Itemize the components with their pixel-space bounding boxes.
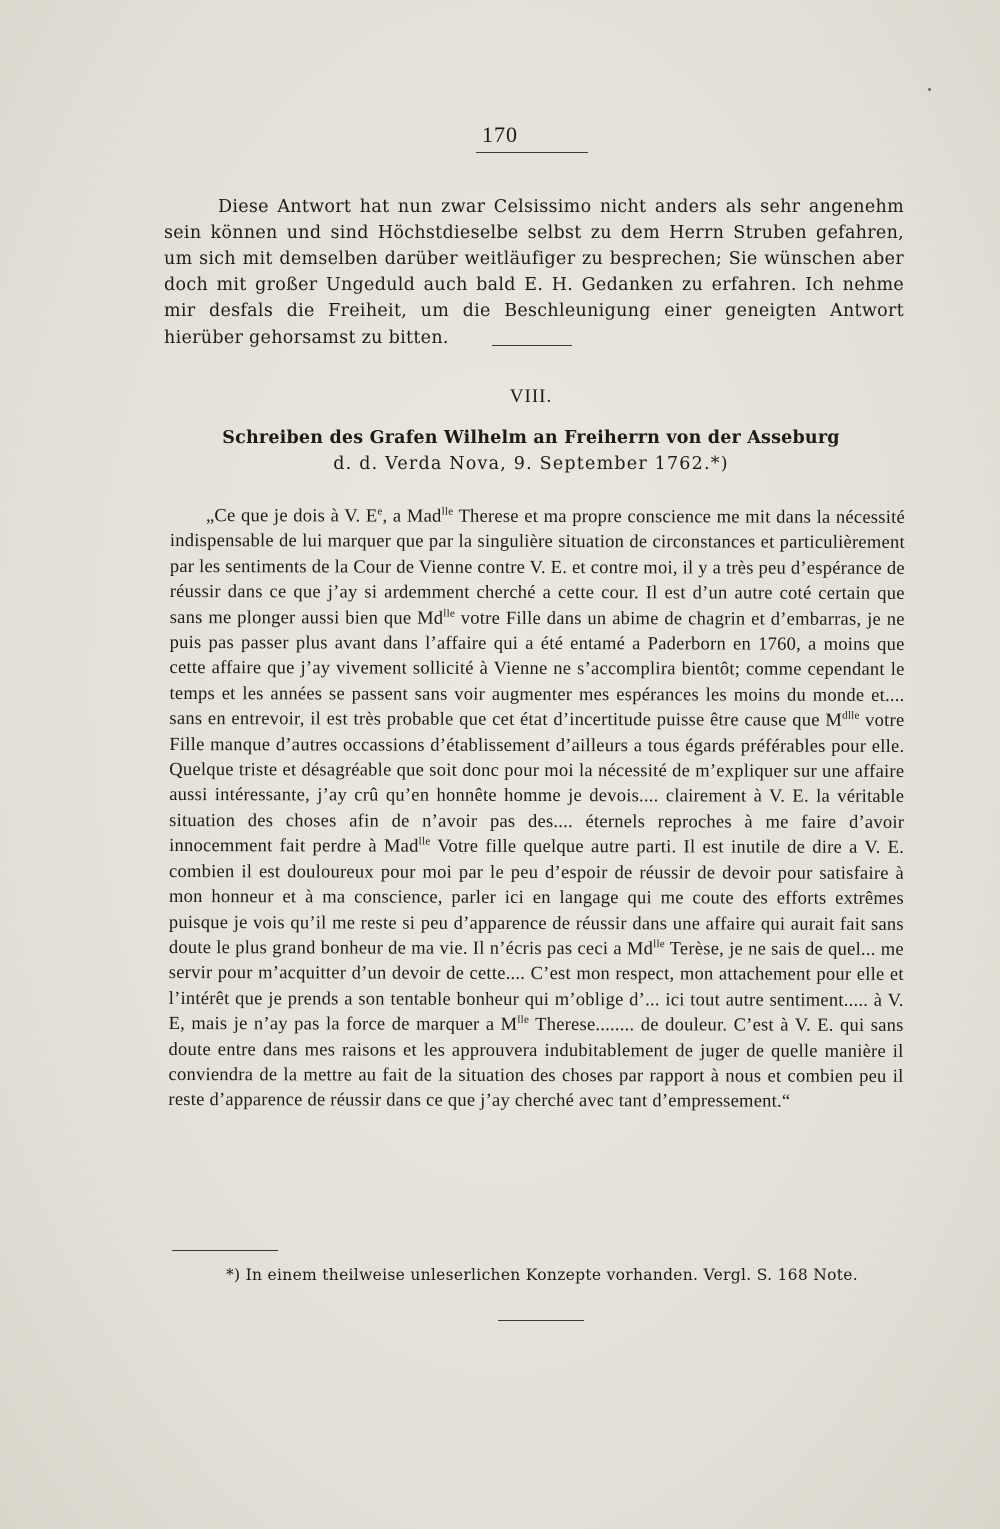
letter-text: votre Fille dans un abime de chagrin et d’embarras, je ne puis pas passer plus avant dans l’affaire qui a été entamé a Paderborn en 1760, a moins que cette affaire que j’ay vivement sollicité à Vienne ne s’accomplira bientôt; comme cependant le temps et les années se passent sans voir augmenter mes espérances les moins du monde et.... sans en entrevoir, il est très probable que cet état d’incertitude puisse être cause que M xyxy=(169,607,905,731)
letter-text: Therese........ de douleur. C’est à V. E. qui sans doute entre dans mes raisons et les approuvera indubitablement de juger de quelle manière il conviendra de la mettre au fait de la situation des choses par rapport à nous et combien peu il reste d’apparence de réussir dans ce que j’ay cherché avec tant d’empressement.“ xyxy=(168,1014,904,1112)
letter-text: votre Fille manque d’autres occassions d’établissement d’ailleurs a tous égards préférables pour elle. Quelque triste et désagréable que soit donc pour moi la nécessité de m’expliquer sur une affaire aussi intéressante, j’ay crû qu’en honnête homme je devois.... clairement à V. E. la véritable situation des choses afin de n’avoir pas des.... éternels reproches à me faire d’avoir innocemment fait perdre à Mad xyxy=(169,710,905,857)
superscript: lle xyxy=(653,937,665,950)
letter-body xyxy=(168,504,905,1116)
superscript: lle xyxy=(418,835,431,848)
letter-text: , a Mad xyxy=(382,506,442,527)
letter-heading: Schreiben des Grafen Wilhelm an Freiherrn von der Asseburg xyxy=(222,428,840,448)
letter-text: Terèse, je ne sais de quel... me servir pour m’acquitter d’un devoir de cette.... C’est mon respect, mon attachement pour elle et l’intérêt que je prends a son tentable bonheur qui m’oblige d’... ici tout autre sentiment..... à V. E, mais je n’ay pas la force de marquer a M xyxy=(168,938,904,1035)
section-divider xyxy=(492,345,572,346)
superscript: lle xyxy=(443,606,456,619)
section-number: VIII. xyxy=(509,386,553,407)
superscript: lle xyxy=(441,505,454,518)
letter-text: Votre fille quelque autre parti. Il est inutile de dire a V. E. combien il est douloureux pour moi par le peu d’espoir de réussir de devoir pour satisfaire à mon honneur et à ma conscience, parler ici en langage qui me coute des efforts extrêmes puisque je vois qu’il me reste si peu d’apparence de réussir dans une affaire qui aurait fait sans doute le plus grand bonheur de ma vie. Il n’écris pas ceci a Md xyxy=(168,836,905,959)
superscript: dlle xyxy=(842,709,860,722)
page-number: 170 xyxy=(482,122,518,147)
german-paragraph: Diese Antwort hat nun zwar Celsissimo nicht anders als sehr angenehm sein können und sind Höchstdieselbe selbst zu dem Herrn Struben gefahren, um sich mit demselben darüber weitläufiger zu besprechen; Sie wünschen aber doch mit großer Ungeduld auch bald E. H. Gedanken zu erfahren. Ich nehme mir desfals die Freiheit, um die Beschleunigung einer geneigten Antwort hierüber gehorsamst zu bitten. xyxy=(164,196,904,348)
superscript: lle xyxy=(517,1013,530,1026)
ink-speck xyxy=(928,88,931,91)
header-rule xyxy=(476,152,588,153)
letter-text: Therese et ma propre conscience me mit dans la nécessité indispensable de lui marquer que par la singulière situation de circonstances et particulièrement par les sentiments de la Cour de Vienne contre V. E. et contre moi, il y a très peu d’espérance de réussir dans ce que j’ay si ardemment cherché a cette cour. Il est d’un autre coté certain que sans me plonger aussi bien que Md xyxy=(169,506,905,628)
footnote: *) In einem theilweise unleserlichen Konzepte vorhanden. Vergl. S. 168 Note. xyxy=(226,1266,858,1284)
letter-text: „Ce que je dois à V. E xyxy=(205,505,378,527)
footnote-rule xyxy=(172,1250,278,1251)
end-rule xyxy=(498,1320,584,1321)
superscript: e xyxy=(377,504,383,517)
letter-dateline: d. d. Verda Nova, 9. September 1762.*) xyxy=(333,454,729,474)
